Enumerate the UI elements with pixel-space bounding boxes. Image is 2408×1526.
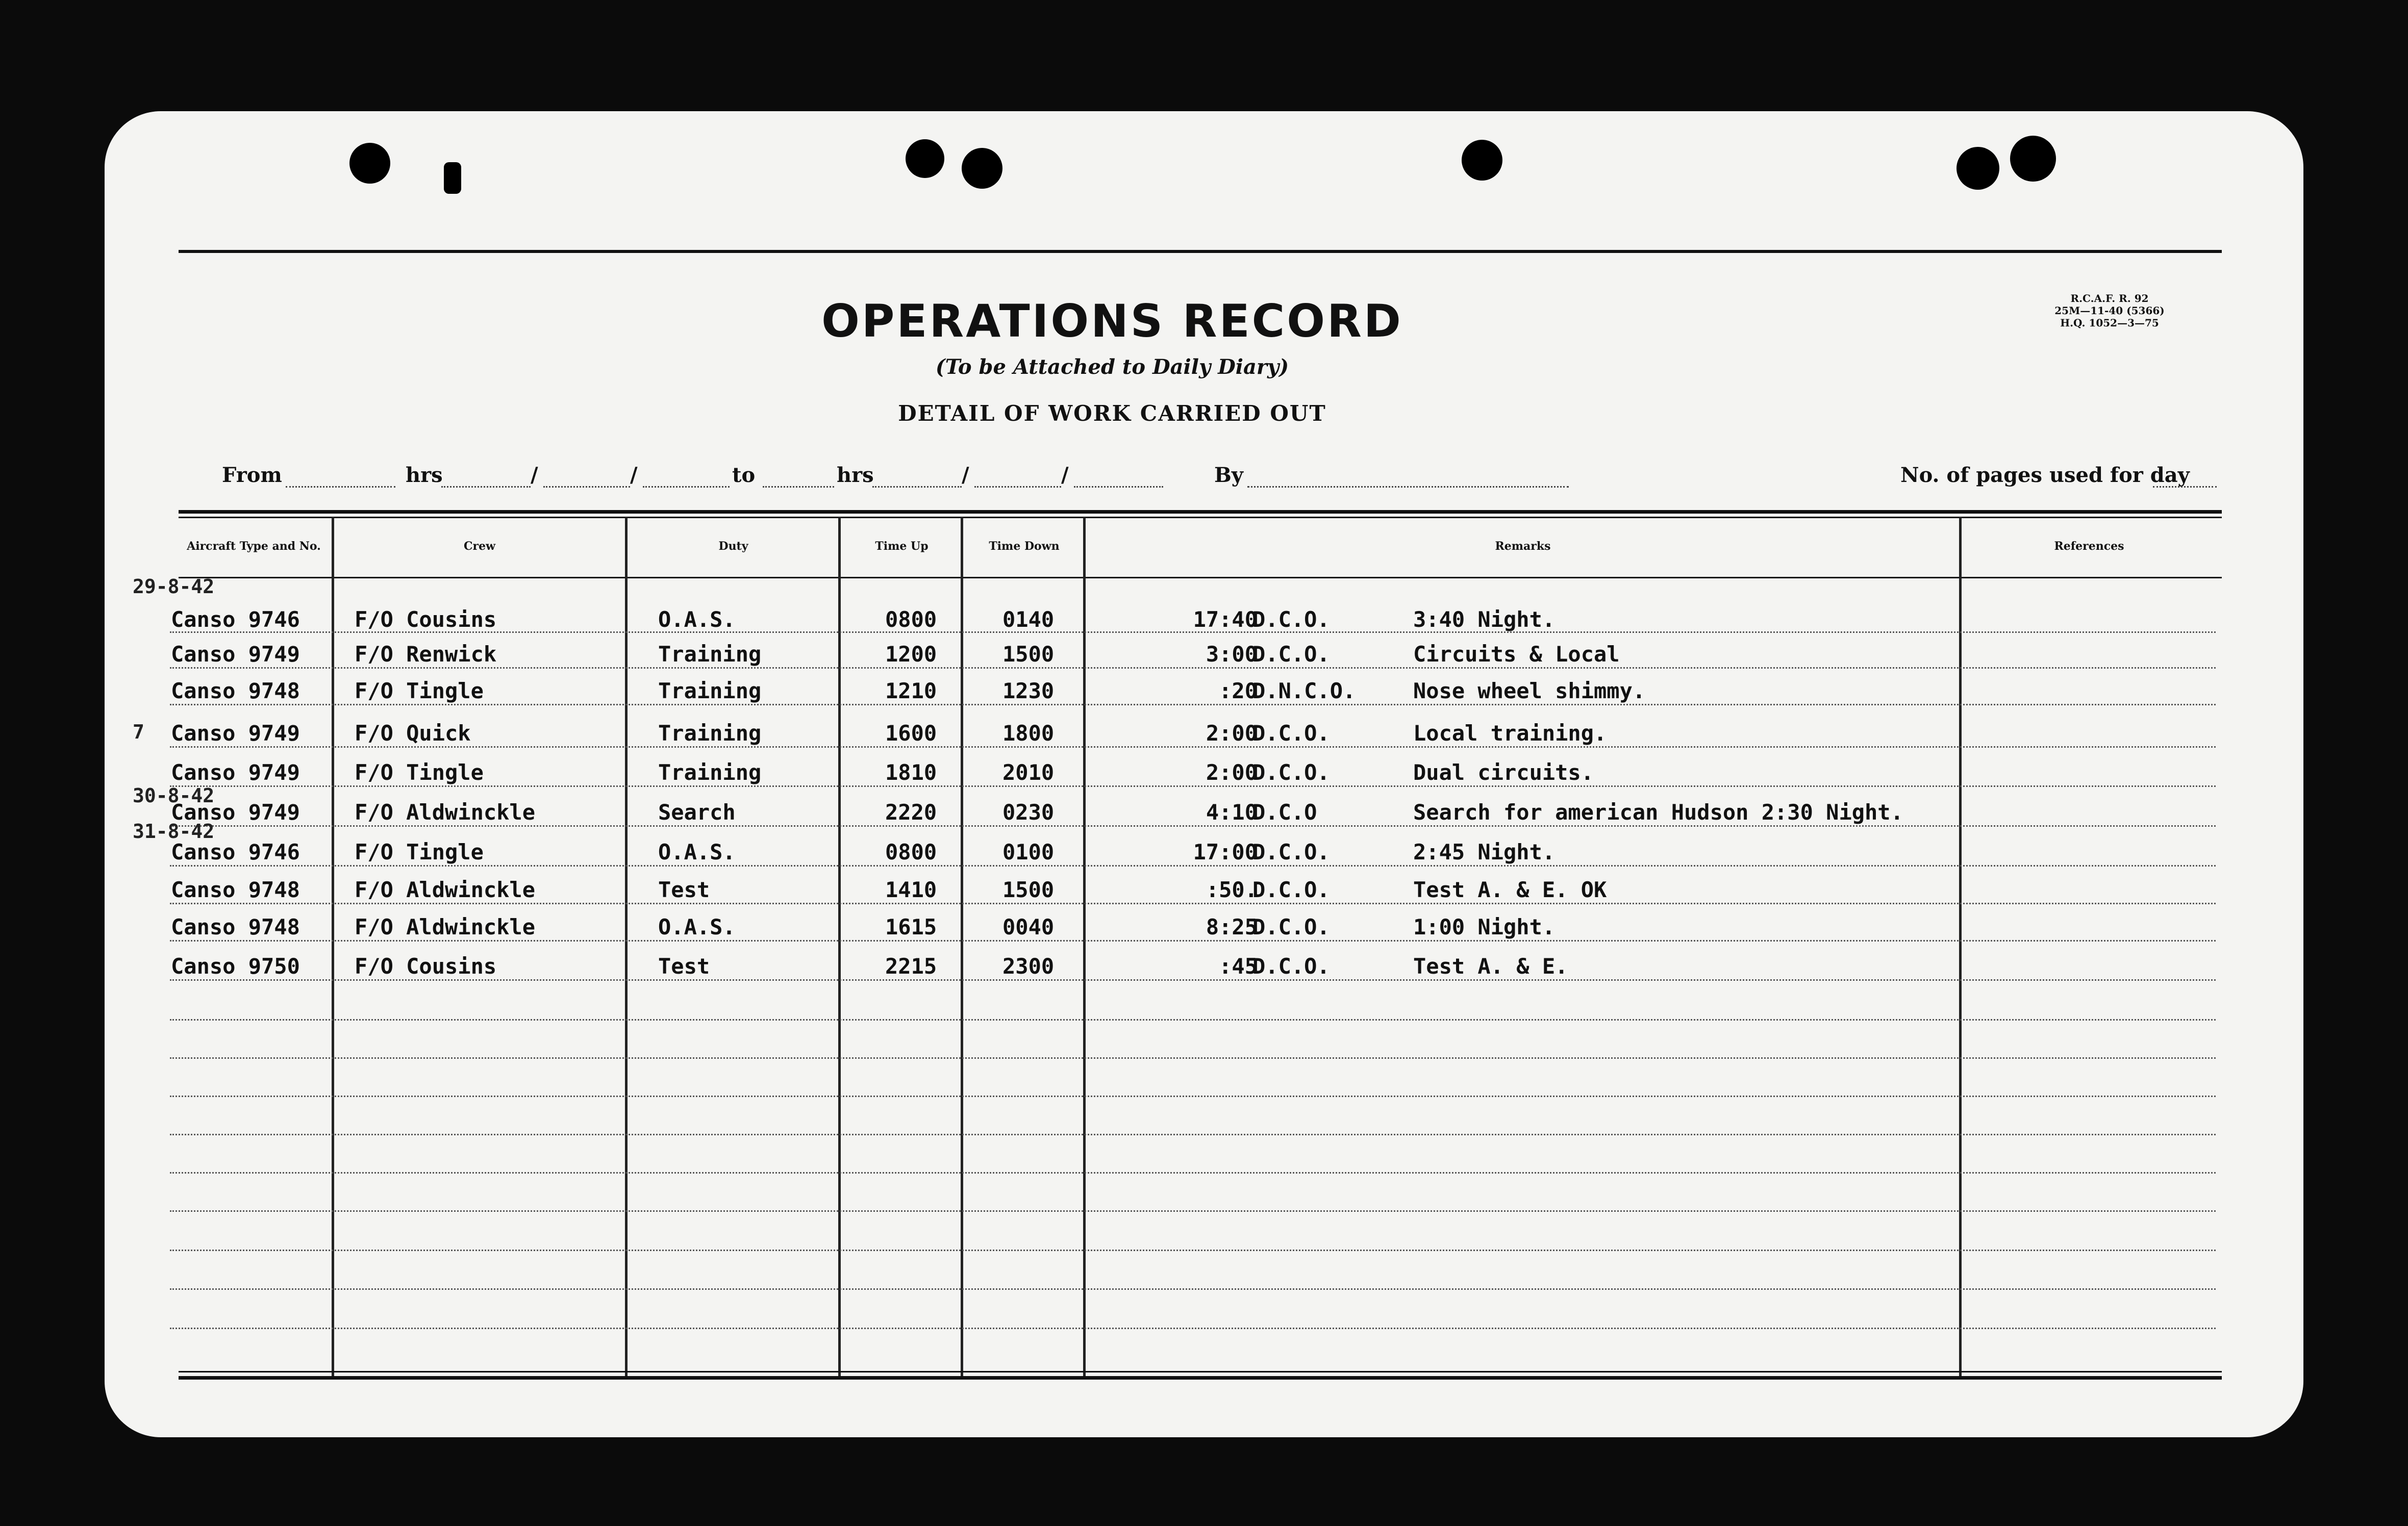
duration-cell: 3:00: [1206, 642, 1258, 667]
aircraft-cell: Canso 9746: [171, 840, 300, 864]
table-bottom-rule-outer: [179, 1376, 2222, 1380]
punch-hole: [962, 148, 1002, 189]
duty-cell: Training: [658, 642, 762, 667]
row-rule: [170, 1019, 2216, 1021]
duty-cell: Test: [658, 954, 710, 979]
time-up-cell: 1600: [885, 721, 937, 746]
entry-date: 30-8-42: [133, 784, 215, 807]
crew-cell: F/O Aldwinckle: [355, 914, 536, 939]
col-header-duty: Duty: [718, 540, 748, 553]
authority-cell: D.C.O.: [1252, 607, 1330, 632]
remarks-cell: Test A. & E.: [1413, 954, 1568, 979]
remarks-cell: Local training.: [1413, 721, 1607, 746]
aircraft-cell: Canso 9749: [171, 760, 300, 785]
authority-cell: D.N.C.O.: [1252, 678, 1356, 703]
time-down-cell: 0040: [1002, 914, 1055, 939]
operations-record-card: [105, 111, 2303, 1437]
date-blank: [1074, 486, 1163, 488]
time-down-cell: 1500: [1002, 877, 1055, 902]
aircraft-cell: Canso 9748: [171, 914, 300, 939]
punch-hole: [1462, 140, 1502, 181]
pages-blank: [2153, 486, 2217, 488]
date-blank: [974, 486, 1061, 488]
duration-cell: :50.: [1206, 877, 1258, 902]
table-top-rule: [179, 510, 2222, 514]
duty-cell: Training: [658, 760, 762, 785]
from-blank: [286, 486, 395, 488]
date-blank: [543, 486, 630, 488]
time-up-cell: 1615: [885, 914, 937, 939]
aircraft-cell: Canso 9748: [171, 678, 300, 703]
slash: /: [630, 463, 638, 487]
slash: /: [1061, 463, 1069, 487]
time-up-cell: 1210: [885, 678, 937, 703]
punch-hole: [906, 139, 944, 178]
row-rule: [170, 1134, 2216, 1135]
aircraft-cell: Canso 9748: [171, 877, 300, 902]
entry-date: 29-8-42: [133, 575, 215, 598]
hrs-label: hrs: [406, 463, 443, 487]
remarks-cell: Test A. & E. OK: [1413, 877, 1607, 902]
form-detail-heading: DETAIL OF WORK CARRIED OUT: [898, 401, 1326, 426]
from-label: From: [222, 463, 282, 487]
row-rule: [170, 865, 2216, 867]
table-top-rule-inner: [179, 517, 2222, 518]
authority-cell: D.C.O.: [1252, 721, 1330, 746]
duration-cell: 17:40: [1193, 607, 1258, 632]
col-header-aircraft: Aircraft Type and No.: [187, 540, 321, 553]
row-rule: [170, 704, 2216, 705]
time-down-cell: 0100: [1002, 840, 1055, 864]
authority-cell: D.C.O.: [1252, 760, 1330, 785]
duty-cell: Training: [658, 678, 762, 703]
time-down-cell: 1230: [1002, 678, 1055, 703]
form-ref-line: H.Q. 1052—3—75: [2060, 317, 2159, 329]
hrs-blank: [872, 486, 962, 488]
row-rule: [170, 1057, 2216, 1059]
time-up-cell: 2220: [885, 800, 937, 825]
punch-hole: [349, 143, 390, 184]
pages-label: No. of pages used for day: [1900, 463, 2190, 487]
row-rule: [170, 903, 2216, 904]
remarks-cell: Nose wheel shimmy.: [1413, 678, 1646, 703]
remarks-cell: Dual circuits.: [1413, 760, 1594, 785]
header-bottom-rule: [179, 577, 2222, 578]
col-header-references: References: [2054, 540, 2124, 553]
time-down-cell: 0230: [1002, 800, 1055, 825]
form-title: OPERATIONS RECORD: [821, 295, 1403, 347]
hrs-label: hrs: [837, 463, 874, 487]
time-down-cell: 0140: [1002, 607, 1055, 632]
time-down-cell: 2300: [1002, 954, 1055, 979]
duty-cell: O.A.S.: [658, 840, 736, 864]
time-up-cell: 1810: [885, 760, 937, 785]
col-header-time-down: Time Down: [989, 540, 1060, 553]
form-ref-line: 25M—11-40 (5366): [2054, 304, 2165, 317]
top-rule: [179, 250, 2222, 253]
slash: /: [962, 463, 969, 487]
punch-hole: [1956, 147, 1999, 190]
hrs-blank: [441, 486, 531, 488]
row-rule: [170, 1288, 2216, 1290]
to-label: to: [732, 463, 756, 487]
margin-mark: 7: [133, 721, 144, 743]
duration-cell: 17:00: [1193, 840, 1258, 864]
crew-cell: F/O Tingle: [355, 678, 484, 703]
time-up-cell: 1200: [885, 642, 937, 667]
aircraft-cell: Canso 9749: [171, 800, 300, 825]
by-label: By: [1214, 463, 1244, 487]
remarks-cell: Search for american Hudson 2:30 Night.: [1413, 800, 1903, 825]
row-rule: [170, 1328, 2216, 1329]
time-up-cell: 0800: [885, 840, 937, 864]
row-rule: [170, 979, 2216, 981]
remarks-cell: 3:40 Night.: [1413, 607, 1556, 632]
duty-cell: Search: [658, 800, 736, 825]
remarks-cell: 2:45 Night.: [1413, 840, 1556, 864]
time-down-cell: 2010: [1002, 760, 1055, 785]
duration-cell: 8:25: [1206, 914, 1258, 939]
duration-cell: 2:00: [1206, 721, 1258, 746]
col-header-remarks: Remarks: [1495, 540, 1551, 553]
to-blank: [763, 486, 834, 488]
row-rule: [170, 1096, 2216, 1097]
date-blank: [643, 486, 730, 488]
crew-cell: F/O Aldwinckle: [355, 877, 536, 902]
authority-cell: D.C.O.: [1252, 840, 1330, 864]
punch-hole: [2010, 136, 2056, 182]
crew-cell: F/O Cousins: [355, 954, 497, 979]
row-rule: [170, 1250, 2216, 1251]
row-rule: [170, 1172, 2216, 1174]
authority-cell: D.C.O.: [1252, 877, 1330, 902]
duty-cell: O.A.S.: [658, 607, 736, 632]
time-up-cell: 2215: [885, 954, 937, 979]
form-subtitle: (To be Attached to Daily Diary): [935, 355, 1289, 379]
row-rule: [170, 746, 2216, 748]
aircraft-cell: Canso 9750: [171, 954, 300, 979]
crew-cell: F/O Aldwinckle: [355, 800, 536, 825]
aircraft-cell: Canso 9746: [171, 607, 300, 632]
crew-cell: F/O Cousins: [355, 607, 497, 632]
entry-date: 31-8-42: [133, 820, 215, 843]
form-ref-line: R.C.A.F. R. 92: [2070, 292, 2149, 304]
row-rule: [170, 1210, 2216, 1212]
crew-cell: F/O Tingle: [355, 840, 484, 864]
time-down-cell: 1800: [1002, 721, 1055, 746]
time-down-cell: 1500: [1002, 642, 1055, 667]
duty-cell: O.A.S.: [658, 914, 736, 939]
crew-cell: F/O Renwick: [355, 642, 497, 667]
table-bottom-rule: [179, 1371, 2222, 1372]
form-reference: [2033, 292, 2186, 329]
remarks-cell: 1:00 Night.: [1413, 914, 1556, 939]
authority-cell: D.C.O: [1252, 800, 1317, 825]
crew-cell: F/O Quick: [355, 721, 471, 746]
duration-cell: 4:10: [1206, 800, 1258, 825]
col-header-time-up: Time Up: [875, 540, 929, 553]
aircraft-cell: Canso 9749: [171, 721, 300, 746]
duty-cell: Training: [658, 721, 762, 746]
authority-cell: D.C.O.: [1252, 914, 1330, 939]
time-up-cell: 1410: [885, 877, 937, 902]
duty-cell: Test: [658, 877, 710, 902]
row-rule: [170, 785, 2216, 787]
row-rule: [170, 667, 2216, 669]
col-header-crew: Crew: [463, 540, 496, 553]
crew-cell: F/O Tingle: [355, 760, 484, 785]
authority-cell: D.C.O.: [1252, 642, 1330, 667]
by-blank: [1247, 486, 1569, 488]
duration-cell: :45: [1219, 954, 1258, 979]
aircraft-cell: Canso 9749: [171, 642, 300, 667]
duration-cell: 2:00: [1206, 760, 1258, 785]
punch-hole: [444, 162, 461, 194]
remarks-cell: Circuits & Local: [1413, 642, 1620, 667]
row-rule: [170, 940, 2216, 942]
row-rule: [170, 825, 2216, 827]
slash: /: [531, 463, 538, 487]
duration-cell: :20: [1219, 678, 1258, 703]
time-up-cell: 0800: [885, 607, 937, 632]
authority-cell: D.C.O.: [1252, 954, 1330, 979]
